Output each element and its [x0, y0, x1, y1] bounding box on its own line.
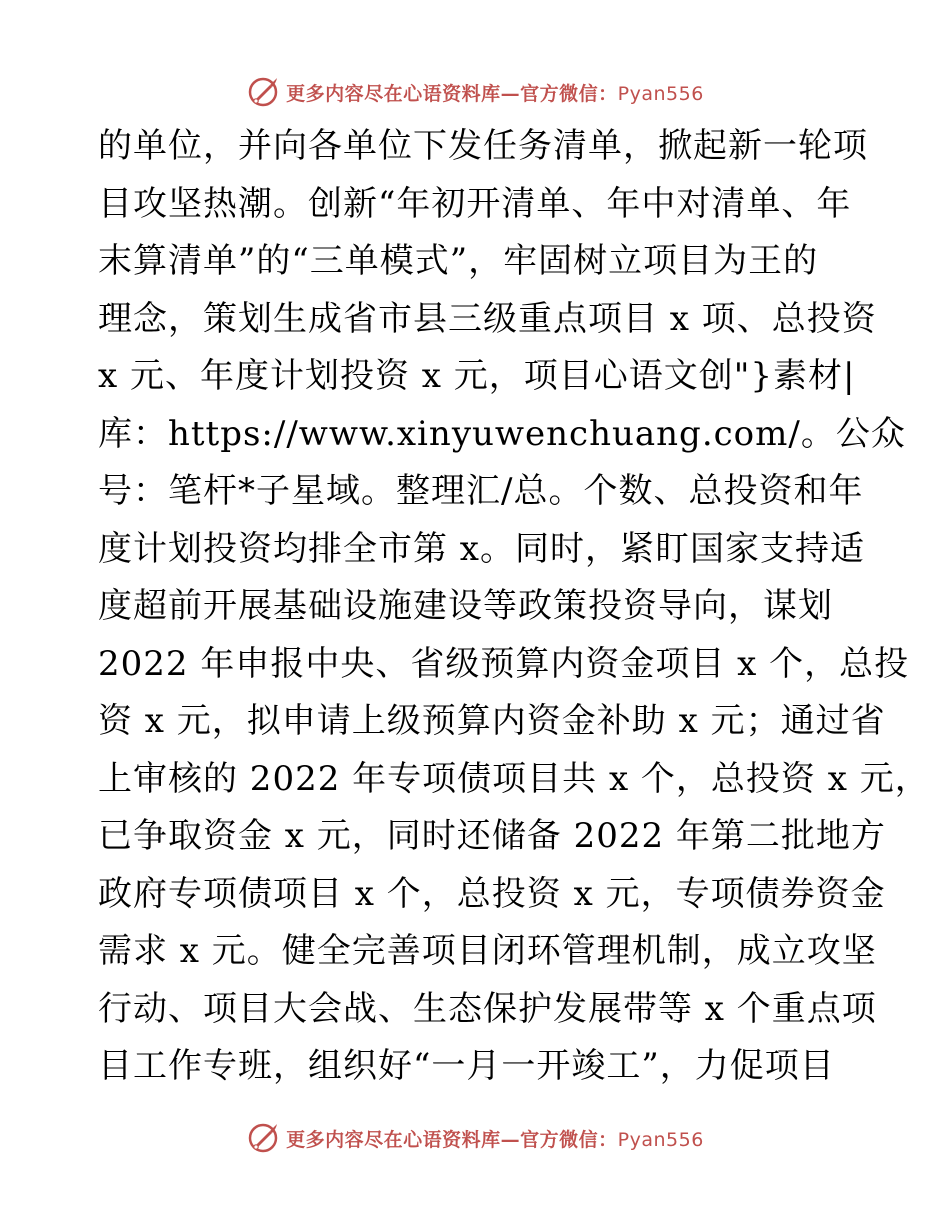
- body-line: 行动、项目大会战、生态保护发展带等 x 个重点项: [98, 988, 877, 1029]
- header-watermark-banner: [0, 72, 950, 112]
- body-line: 已争取资金 x 元，同时还储备 2022 年第二批地方: [98, 816, 886, 856]
- body-line: 政府专项债项目 x 个，总投资 x 元，专项债券资金: [98, 873, 886, 914]
- body-line: 资 x 元，拟申请上级预算内资金补助 x 元；通过省: [98, 701, 886, 741]
- footer-banner-text: 更多内容尽在心语资料库—官方微信：Pyan556: [286, 1128, 704, 1151]
- body-line: 理念，策划生成省市县三级重点项目 x 项、总投资: [98, 298, 877, 339]
- body-line: 度计划投资均排全市第 x。同时，紧盯国家支持适: [98, 528, 865, 569]
- body-line: 目工作专班，组织好“一月一开竣工”，力促项目: [98, 1046, 835, 1086]
- body-line: 目攻坚热潮。创新“年初开清单、年中对清单、年: [98, 183, 852, 224]
- footer-watermark-banner: [0, 1118, 950, 1158]
- body-line: 2022 年申报中央、省级预算内资金项目 x 个，总投: [98, 643, 910, 684]
- quill-logo-icon: [246, 75, 280, 109]
- document-body: [98, 118, 930, 1096]
- body-line: 的单位，并向各单位下发任务清单，掀起新一轮项: [98, 126, 868, 166]
- body-line: 度超前开展基础设施建设等政策投资导向，谋划: [98, 586, 833, 626]
- header-banner-text: 更多内容尽在心语资料库—官方微信：Pyan556: [286, 82, 704, 105]
- body-line: 库：https://www.xinyuwenchuang.com/。公众: [98, 413, 906, 454]
- body-line: 需求 x 元。健全完善项目闭环管理机制，成立攻坚: [98, 931, 877, 971]
- body-line: 上审核的 2022 年专项债项目共 x 个，总投资 x 元，: [98, 758, 930, 799]
- body-line: 号：笔杆*子星域。整理汇/总。个数、总投资和年: [98, 471, 864, 511]
- body-line: 末算清单”的“三单模式”，牢固树立项目为王的: [98, 241, 819, 281]
- quill-logo-icon: [246, 1121, 280, 1155]
- body-line: x 元、年度计划投资 x 元，项目心语文创"}素材|: [98, 356, 856, 396]
